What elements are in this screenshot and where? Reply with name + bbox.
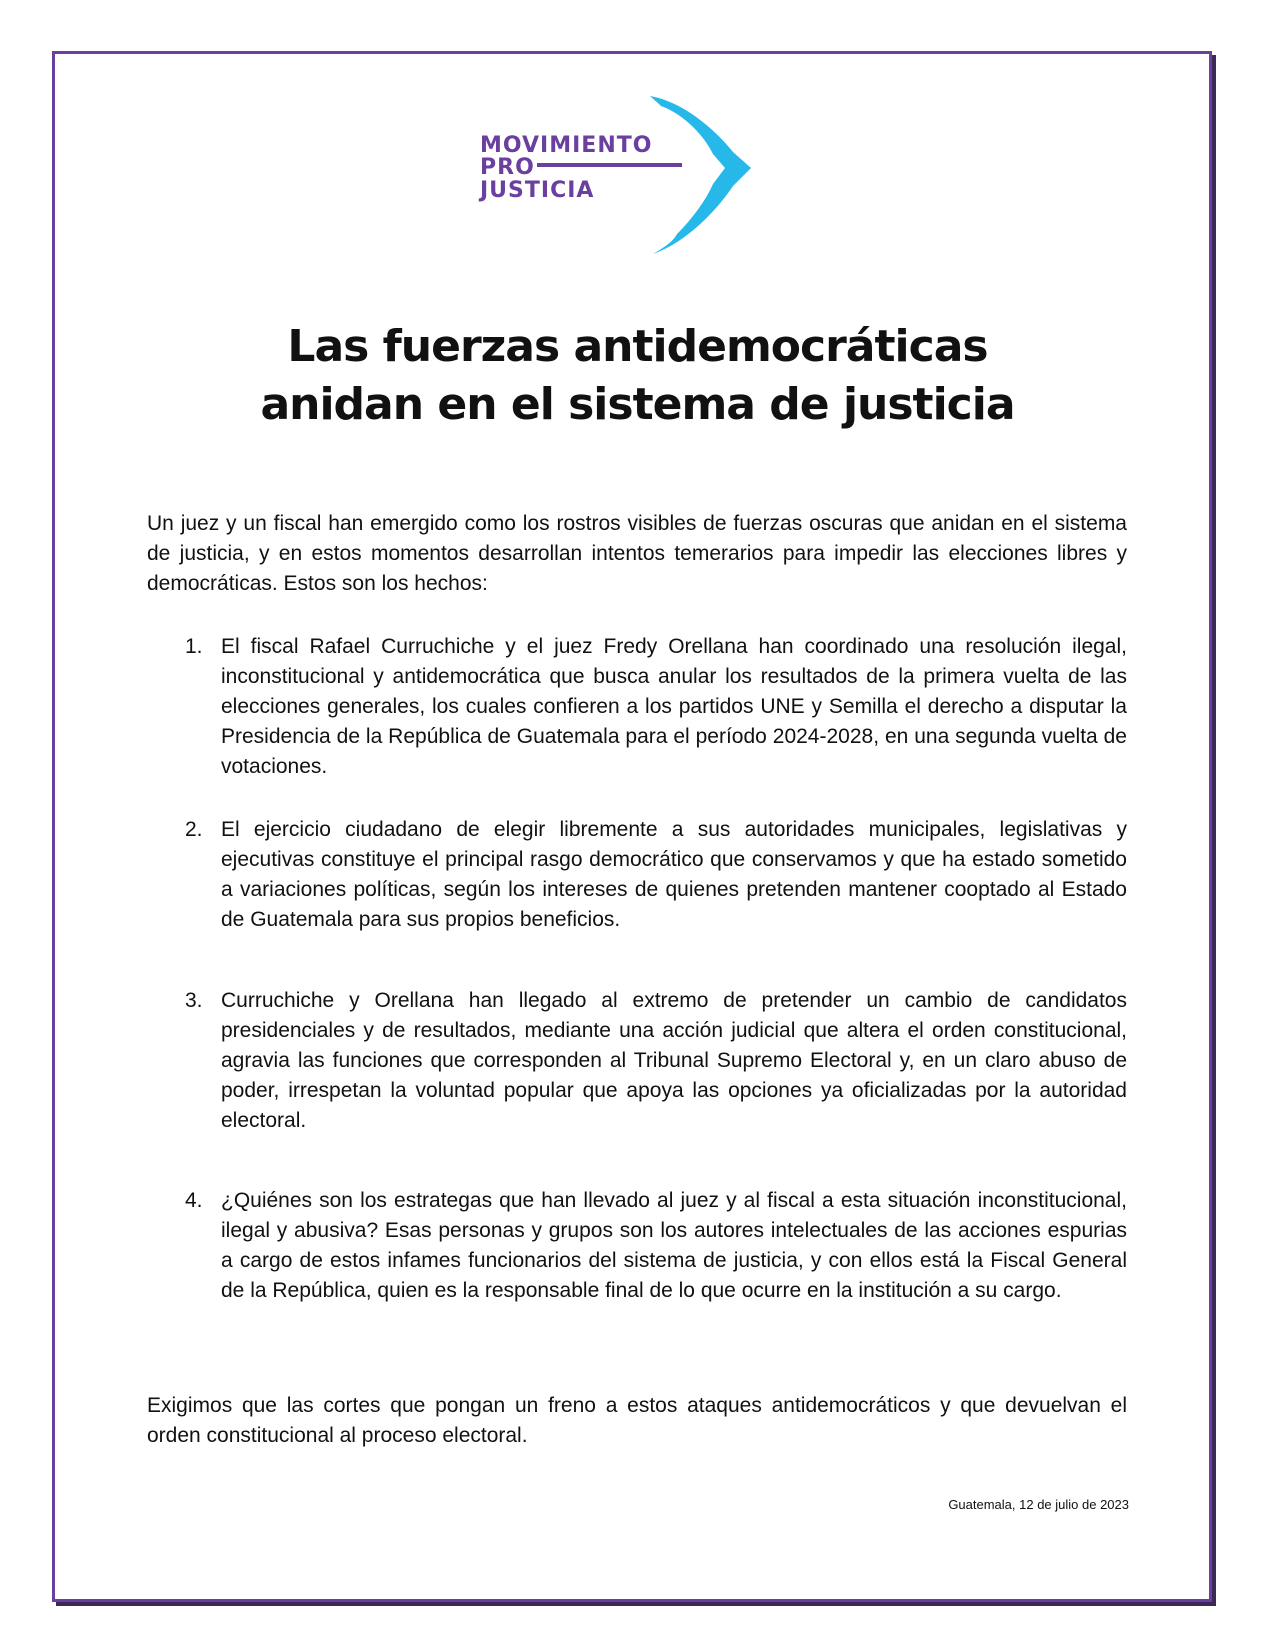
list-text: Curruchiche y Orellana han llegado al extremo de pretender un cambio de candidatos presidenciales y de resultados, mediante una acción judicial que altera el orden constitucional, agravia las funciones que corresponden al Tribunal Supremo Electoral y, en un claro abuso de poder, irrespetan la voluntad popular que apoya las opciones ya oficializadas por la autoridad electoral. xyxy=(221,989,1127,1132)
list-number: 4. xyxy=(185,1189,203,1212)
intro-paragraph: Un juez y un fiscal han emergido como los rostros visibles de fuerzas oscuras que anidan en el sistema de justicia, y en estos momentos desarrollan intentos temerarios para impedir las elecciones libres y democráticas. Estos son los hechos: xyxy=(147,512,1127,595)
logo-dash xyxy=(537,163,682,167)
list-number: 3. xyxy=(185,989,203,1012)
list-text: El fiscal Rafael Curruchiche y el juez Fredy Orellana han coordinado una resolución ilegal, inconstitucional y antidemocrática que busca anular los resultados de la primera vuelta de las elecciones generales, los cuales confieren a los partidos UNE y Semilla el derecho a disputar la Presidencia de la República de Guatemala para el período 2024-2028, en una segunda vuelta de votaciones. xyxy=(221,635,1127,778)
logo-line-pro: PRO xyxy=(480,155,535,180)
footer-date: Guatemala, 12 de julio de 2023 xyxy=(948,1497,1129,1512)
closing-paragraph: Exigimos que las cortes que pongan un freno a estos ataques antidemocráticos y que devuelvan el orden constitucional al proceso electoral. xyxy=(147,1394,1127,1447)
list-item xyxy=(147,1186,1127,1306)
logo-line-justicia: JUSTICIA xyxy=(480,178,595,203)
list-text: El ejercicio ciudadano de elegir libremente a sus autoridades municipales, legislativas y ejecutivas constituye el principal rasgo democrático que conservamos y que ha estado sometido a variaciones políticas, según los intereses de quienes pretenden mantener cooptado al Estado de Guatemala para sus propios beneficios. xyxy=(221,818,1127,931)
logo-line-movimiento: MOVIMIENTO xyxy=(480,133,653,158)
list-number: 2. xyxy=(185,818,203,841)
document-title xyxy=(150,318,1125,434)
list-number: 1. xyxy=(185,635,203,658)
list-text: ¿Quiénes son los estrategas que han llevado al juez y al fiscal a esta situación inconstitucional, ilegal y abusiva? Esas personas y grupos son los autores intelectuales de las acciones espurias a cargo de estos infames funcionarios del sistema de justicia, y con ellos está la Fiscal General de la República, quien es la responsable final de lo que ocurre en la institución a su cargo. xyxy=(221,1189,1127,1302)
list-item xyxy=(147,815,1127,935)
list-item xyxy=(147,632,1127,782)
movimiento-pro-justicia-logo xyxy=(480,92,795,260)
title-line-1: Las fuerzas antidemocráticas xyxy=(287,321,988,372)
title-line-2: anidan en el sistema de justicia xyxy=(260,379,1015,430)
list-item xyxy=(147,986,1127,1136)
